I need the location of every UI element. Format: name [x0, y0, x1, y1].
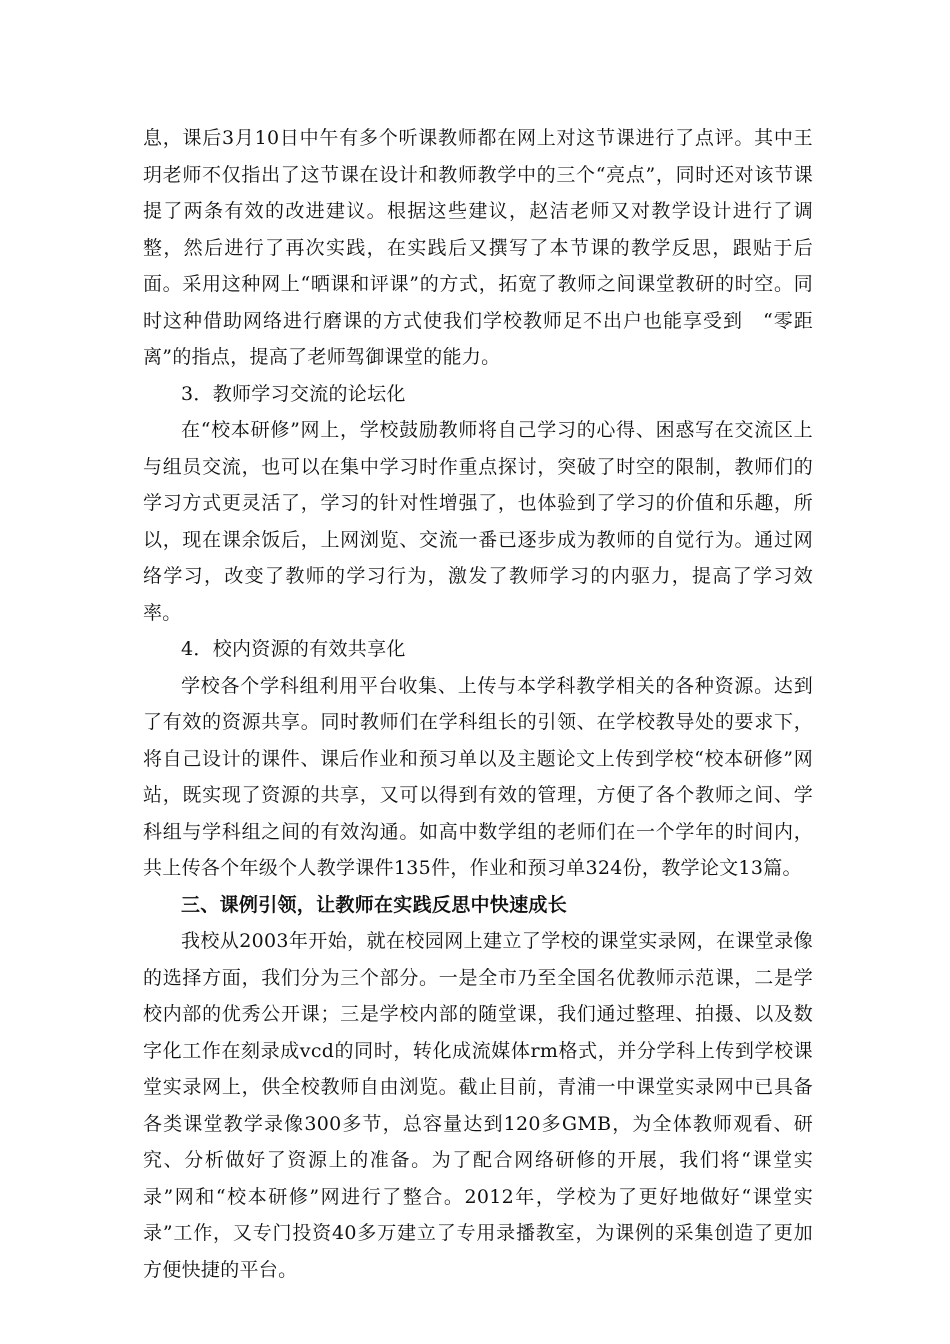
- subheading-3: 3．教师学习交流的论坛化: [181, 382, 406, 405]
- paragraph-forum: 在“校本研修”网上，学校鼓励教师将自己学习的心得、困惑写在交流区上与组员交流，也可以在集中学习时作重点探讨，突破了时空的限制，教师们的学习方式更灵活了，学习的针对性增强了，也体验到了学习的价值和乐趣，所以，现在课余饭后，上网浏览、交流一番已逐步成为教师的自觉行为。通过网络学习，改变了教师的学习行为，激发了教师学习的内驱力，提高了学习效率。: [143, 419, 813, 624]
- paragraph-continuation: 息，课后3月10日中午有多个听课教师都在网上对这节课进行了点评。其中王玥老师不仅指出了这节课在设计和教师教学中的三个“亮点”，同时还对该节课提了两条有效的改进建议。根据这些建议，赵洁老师又对教学设计进行了调整，然后进行了再次实践，在实践后又撰写了本节课的教学反思，跟贴于后面。采用这种网上“晒课和评课”的方式，拓宽了教师之间课堂教研的时空。同时这种借助网络进行磨课的方式使我们学校教师足不出户也能享受到 “零距离”的指点，提高了老师驾御课堂的能力。: [143, 127, 813, 368]
- paragraph-case-study: 我校从2003年开始，就在校园网上建立了学校的课堂实录网，在课堂录像的选择方面，我们分为三个部分。一是全市乃至全国名优教师示范课，二是学校内部的优秀公开课；三是学校内部的随堂课，我们通过整理、拍摄、以及数字化工作在刻录成vcd的同时，转化成流媒体rm格式，并分学科上传到学校课堂实录网上，供全校教师自由浏览。截止目前，青浦一中课堂实录网中已具备各类课堂教学录像300多节，总容量达到120多GMB，为全体教师观看、研究、分析做好了资源上的准备。为了配合网络研修的开展，我们将“课堂实录”网和“校本研修”网进行了整合。2012年，学校为了更好地做好“课堂实录”工作，又专门投资40多万建立了专用录播教室，为课例的采集创造了更加方便快捷的平台。: [143, 930, 813, 1281]
- subheading-4: 4．校内资源的有效共享化: [181, 638, 406, 660]
- section-heading-3: 三、课例引领，让教师在实践反思中快速成长: [181, 893, 568, 916]
- document-body: [143, 120, 813, 1288]
- paragraph-resources: 学校各个学科组利用平台收集、上传与本学科教学相关的各种资源。达到了有效的资源共享。同时教师们在学科组长的引领、在学校教导处的要求下，将自己设计的课件、课后作业和预习单以及主题论文上传到学校“校本研修”网站，既实现了资源的共享，又可以得到有效的管理，方便了各个教师之间、学科组与学科组之间的有效沟通。如高中数学组的老师们在一个学年的时间内，共上传各个年级个人教学课件135件，作业和预习单324份，教学论文13篇。: [143, 674, 813, 879]
